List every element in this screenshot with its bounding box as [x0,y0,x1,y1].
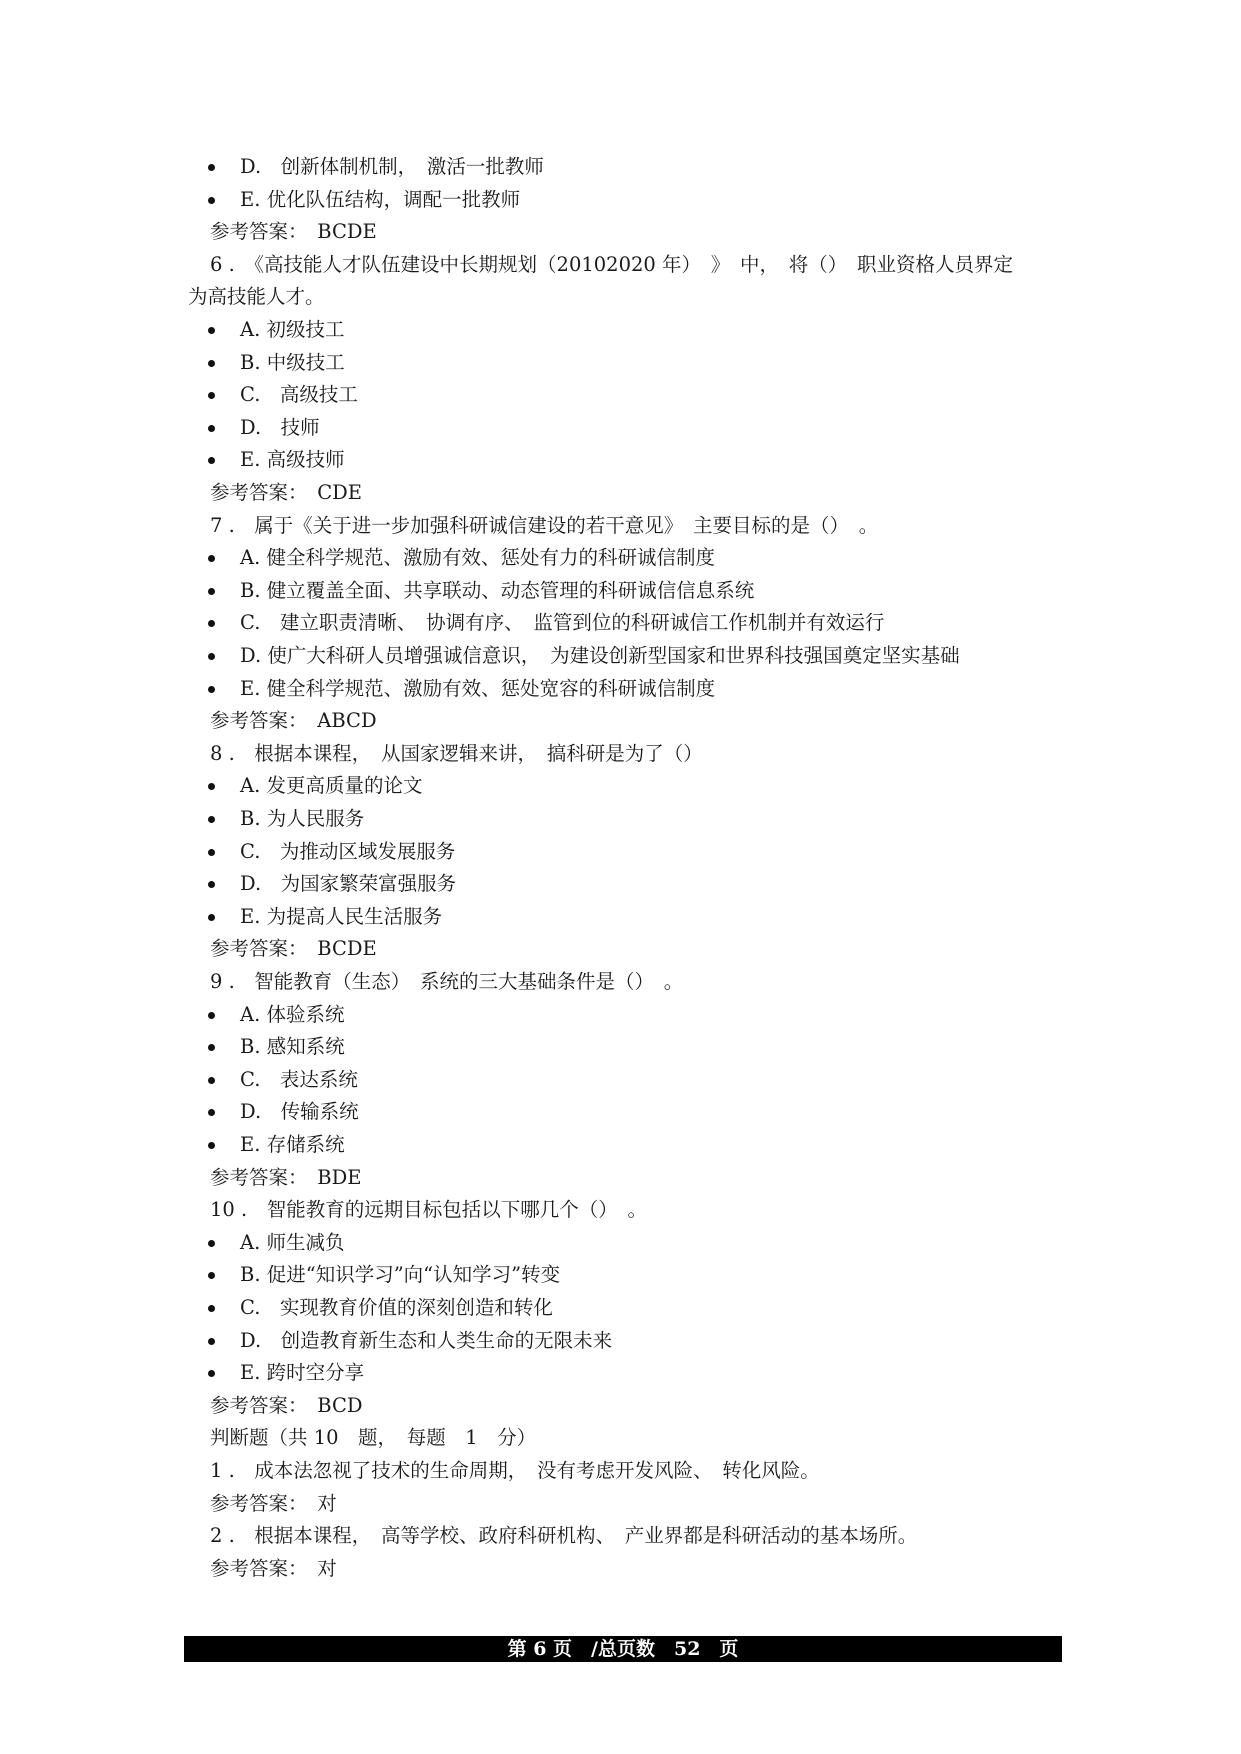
option-text: A. 体验系统 [240,1002,345,1026]
answer-text: 参考答案： ABCD [210,709,377,733]
option-text: B. 促进“知识学习”向“认知学习”转变 [240,1263,561,1287]
bullet-icon [208,1109,215,1116]
option-text: D. 传输系统 [240,1100,359,1124]
answer-text: 参考答案： BCD [210,1393,363,1417]
bullet-icon [208,1012,215,1019]
option-text: B. 健立覆盖全面、共享联动、动态管理的科研诚信信息系统 [240,578,755,602]
answer-text: 参考答案： 对 [210,1491,337,1515]
bullet-icon [208,555,215,562]
bullet-icon [208,588,215,595]
option-text: B. 感知系统 [240,1035,345,1059]
question-text: 10 . 智能教育的远期目标包括以下哪几个（） 。 [210,1198,647,1222]
section-heading: 判断题（共 10 题， 每题 1 分） [210,1426,537,1450]
bullet-icon [208,392,215,399]
bullet-icon [208,1077,215,1084]
answer-text: 参考答案： CDE [210,481,363,504]
bullet-icon [208,425,215,432]
option-text: C. 表达系统 [240,1067,358,1091]
question-text: 9 . 智能教育（生态） 系统的三大基础条件是（） 。 [210,970,684,993]
question-text: 8 . 根据本课程， 从国家逻辑来讲， 搞科研是为了（） [210,741,703,765]
bullet-icon [208,653,215,660]
option-text: B. 为人民服务 [240,807,365,830]
option-text: A. 初级技工 [240,318,345,341]
question-text: 7 . 属于《关于进一步加强科研诚信建设的若干意见》 主要目标的是（） 。 [210,513,879,537]
answer-text: 参考答案： BCDE [210,220,377,244]
option-text: C. 高级技工 [240,383,358,407]
option-text: E. 跨时空分享 [240,1361,365,1385]
option-text: D. 创造教育新生态和人类生命的无限未来 [240,1328,613,1352]
bullet-icon [208,164,215,171]
option-text: E. 高级技师 [240,448,345,472]
bullet-icon [208,360,215,367]
option-text: D. 为国家繁荣富强服务 [240,872,457,896]
option-text: D. 技师 [240,415,320,439]
bullet-icon [208,1305,215,1312]
option-text: E. 存储系统 [240,1133,345,1156]
bullet-icon [208,620,215,627]
answer-text: 参考答案： BCDE [210,937,377,961]
bullet-icon [208,881,215,888]
bullet-icon [208,914,215,921]
page-number-label: 第 6 页 /总页数 52 页 [507,1638,739,1660]
bullet-icon [208,1370,215,1377]
option-text: B. 中级技工 [240,350,345,374]
bullet-icon [208,457,215,464]
question-text: 6 . 《高技能人才队伍建设中长期规划（20102020 年） 》 中， 将（） 职业资格人员界定 [210,252,1014,276]
bullet-icon [208,1240,215,1247]
bullet-icon [208,1044,215,1051]
bullet-icon [208,1272,215,1279]
option-text: E. 为提高人民生活服务 [240,904,443,928]
bullet-icon [208,1338,215,1345]
option-text: A. 发更高质量的论文 [240,774,423,798]
bullet-icon [208,1142,215,1149]
bullet-icon [208,783,215,790]
bullet-icon [208,816,215,823]
option-text: E. 健全科学规范、激励有效、惩处宽容的科研诚信制度 [240,676,716,700]
option-text: C. 实现教育价值的深刻创造和转化 [240,1296,553,1319]
bullet-icon [208,849,215,856]
bullet-icon [208,686,215,693]
question-text: 2 . 根据本课程， 高等学校、政府科研机构、 产业界都是科研活动的基本场所。 [210,1524,918,1548]
option-text: A. 师生减负 [240,1230,345,1254]
option-text: C. 为推动区域发展服务 [240,839,456,863]
bullet-icon [208,197,215,204]
option-text: E. 优化队伍结构，调配一批教师 [240,187,521,211]
option-text: D. 创新体制机制， 激活一批教师 [240,155,544,178]
answer-text: 参考答案： BDE [210,1165,362,1189]
question-text-continued: 为高技能人才。 [188,285,325,309]
answer-text: 参考答案： 对 [210,1556,337,1580]
option-text: D. 使广大科研人员增强诚信意识， 为建设创新型国家和世界科技强国奠定坚实基础 [240,644,960,667]
question-text: 1 . 成本法忽视了技术的生命周期， 没有考虑开发风险、 转化风险。 [210,1459,820,1482]
option-text: A. 健全科学规范、激励有效、惩处有力的科研诚信制度 [240,546,715,570]
bullet-icon [208,327,215,334]
option-text: C. 建立职责清晰、 协调有序、 监管到位的科研诚信工作机制并有效运行 [240,611,885,635]
page-footer [184,1636,1062,1662]
